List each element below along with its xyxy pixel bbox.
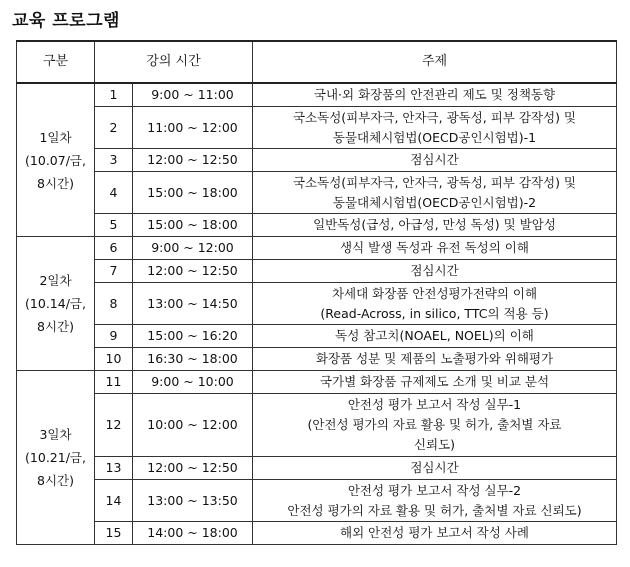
table-row xyxy=(17,457,617,480)
session-topic: 국내·외 화장품의 안전관리 제도 및 정책동향 xyxy=(253,83,617,107)
session-number: 8 xyxy=(95,283,133,325)
day-group xyxy=(17,237,95,371)
table-row xyxy=(17,214,617,237)
session-topic: 국가별 화장품 규제제도 소개 및 비교 분석 xyxy=(253,371,617,394)
session-time: 11:00 ~ 12:00 xyxy=(133,107,253,149)
day-date: (10.21/금, xyxy=(25,450,86,465)
table-row xyxy=(17,237,617,260)
table-row xyxy=(17,283,617,325)
day-group xyxy=(17,83,95,237)
table-row xyxy=(17,260,617,283)
session-time: 15:00 ~ 16:20 xyxy=(133,325,253,348)
day-hours: 8시간) xyxy=(37,175,74,191)
day-date: (10.14/금, xyxy=(25,296,86,311)
session-topic: 일반독성(급성, 아급성, 만성 독성) 및 발암성 xyxy=(253,214,617,237)
session-topic: 점심시간 xyxy=(253,149,617,172)
table-row xyxy=(17,172,617,214)
session-number: 11 xyxy=(95,371,133,394)
day-hours: 8시간) xyxy=(37,473,74,488)
day-label: 2일차 xyxy=(39,273,72,288)
session-number: 2 xyxy=(95,107,133,149)
session-time: 12:00 ~ 12:50 xyxy=(133,260,253,283)
session-time: 10:00 ~ 12:00 xyxy=(133,394,253,457)
session-number: 9 xyxy=(95,325,133,348)
table-row xyxy=(17,394,617,457)
session-number: 5 xyxy=(95,214,133,237)
day-hours: 8시간) xyxy=(37,319,74,334)
program-table xyxy=(16,40,617,545)
day-date: (10.07/금, xyxy=(25,152,86,168)
session-topic: 국소독성(피부자극, 안자극, 광독성, 피부 감작성) 및 동물대체시험법(OECD공인시험법)-1 xyxy=(253,107,617,149)
session-time: 15:00 ~ 18:00 xyxy=(133,214,253,237)
day-label: 3일차 xyxy=(39,427,72,442)
session-number: 13 xyxy=(95,457,133,480)
table-row xyxy=(17,325,617,348)
header-topic: 주제 xyxy=(253,41,617,83)
session-time: 12:00 ~ 12:50 xyxy=(133,457,253,480)
session-time: 9:00 ~ 12:00 xyxy=(133,237,253,260)
header-time: 강의 시간 xyxy=(95,41,253,83)
session-time: 13:00 ~ 13:50 xyxy=(133,480,253,522)
table-row xyxy=(17,348,617,371)
session-number: 6 xyxy=(95,237,133,260)
table-row xyxy=(17,83,617,107)
table-row xyxy=(17,480,617,522)
session-number: 15 xyxy=(95,522,133,545)
session-topic: 국소독성(피부자극, 안자극, 광독성, 피부 감작성) 및 동물대체시험법(OECD공인시험법)-2 xyxy=(253,172,617,214)
session-topic: 해외 안전성 평가 보고서 작성 사례 xyxy=(253,522,617,545)
session-topic: 화장품 성분 및 제품의 노출평가와 위해평가 xyxy=(253,348,617,371)
session-topic: 차세대 화장품 안전성평가전략의 이해 (Read-Across, in silico, TTC의 적용 등) xyxy=(253,283,617,325)
session-time: 9:00 ~ 11:00 xyxy=(133,83,253,107)
session-topic: 점심시간 xyxy=(253,260,617,283)
session-topic: 안전성 평가 보고서 작성 실무-2 안전성 평가의 자료 활용 및 허가, 출처별 자료 신뢰도) xyxy=(253,480,617,522)
header-group: 구분 xyxy=(17,41,95,83)
session-number: 4 xyxy=(95,172,133,214)
session-topic: 독성 참고치(NOAEL, NOEL)의 이해 xyxy=(253,325,617,348)
session-topic: 점심시간 xyxy=(253,457,617,480)
session-time: 14:00 ~ 18:00 xyxy=(133,522,253,545)
table-header-row xyxy=(17,41,617,83)
session-number: 12 xyxy=(95,394,133,457)
session-number: 14 xyxy=(95,480,133,522)
session-time: 15:00 ~ 18:00 xyxy=(133,172,253,214)
page-title: 교육 프로그램 xyxy=(12,11,120,31)
session-topic: 안전성 평가 보고서 작성 실무-1 (안전성 평가의 자료 활용 및 허가, 출처별 자료 신뢰도) xyxy=(253,394,617,457)
session-number: 10 xyxy=(95,348,133,371)
day-label: 1일차 xyxy=(39,129,72,145)
table-row xyxy=(17,371,617,394)
table-row xyxy=(17,149,617,172)
session-time: 13:00 ~ 14:50 xyxy=(133,283,253,325)
session-number: 7 xyxy=(95,260,133,283)
session-number: 3 xyxy=(95,149,133,172)
table-row xyxy=(17,107,617,149)
session-time: 16:30 ~ 18:00 xyxy=(133,348,253,371)
session-number: 1 xyxy=(95,83,133,107)
session-topic: 생식 발생 독성과 유전 독성의 이해 xyxy=(253,237,617,260)
session-time: 9:00 ~ 10:00 xyxy=(133,371,253,394)
day-group xyxy=(17,371,95,545)
session-time: 12:00 ~ 12:50 xyxy=(133,149,253,172)
table-row xyxy=(17,522,617,545)
